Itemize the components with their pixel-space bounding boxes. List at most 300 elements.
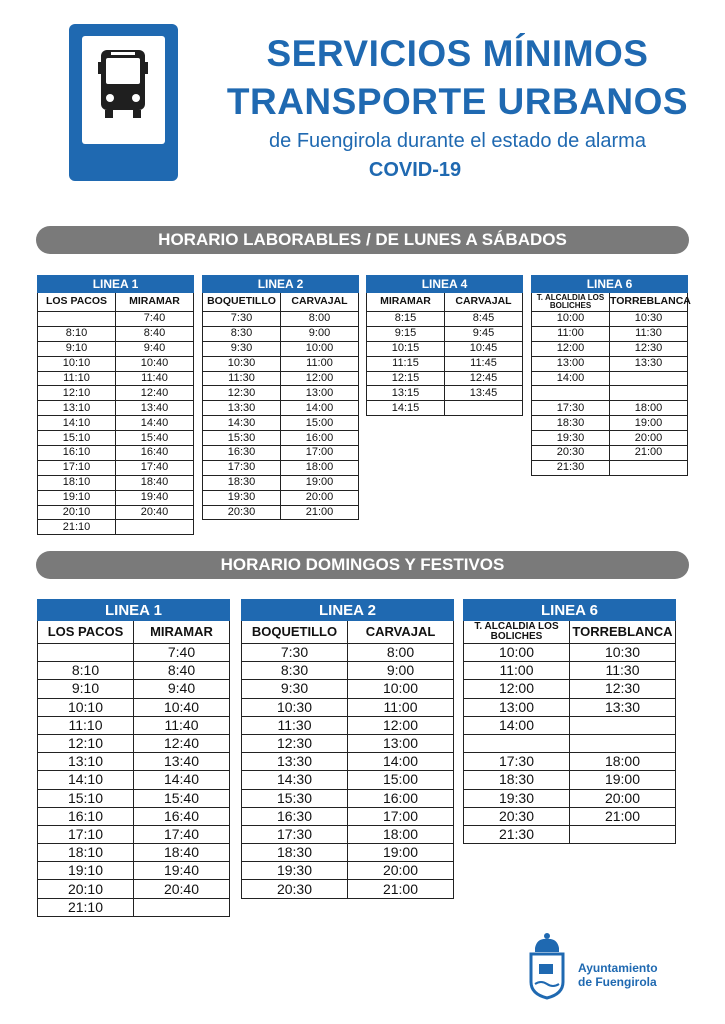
weekday-heading: HORARIO LABORABLES / DE LUNES A SÁBADOS bbox=[36, 226, 689, 254]
time-cell bbox=[445, 401, 523, 416]
table-row bbox=[464, 771, 676, 789]
table-row bbox=[367, 341, 523, 356]
table-row bbox=[464, 662, 676, 680]
table-row bbox=[464, 753, 676, 771]
time-cell: 9:45 bbox=[445, 326, 523, 341]
table-row bbox=[38, 698, 230, 716]
time-cell: 8:30 bbox=[203, 326, 281, 341]
weekday-table-linea-6 bbox=[531, 275, 691, 476]
table-row bbox=[38, 446, 194, 461]
time-cell: 12:30 bbox=[610, 341, 688, 356]
table-row bbox=[242, 644, 454, 662]
line-header: LINEA 6 bbox=[464, 600, 676, 621]
column-header: TORREBLANCA bbox=[570, 621, 676, 644]
time-cell bbox=[570, 716, 676, 734]
table-row bbox=[38, 862, 230, 880]
time-cell: 18:10 bbox=[38, 844, 134, 862]
time-cell: 10:10 bbox=[38, 356, 116, 371]
time-cell: 20:00 bbox=[610, 431, 688, 446]
table-row bbox=[532, 356, 688, 371]
column-header: MIRAMAR bbox=[116, 293, 194, 312]
time-cell: 15:40 bbox=[116, 431, 194, 446]
weekday-table-linea-1 bbox=[37, 275, 194, 535]
time-cell: 11:45 bbox=[445, 356, 523, 371]
time-cell: 15:30 bbox=[242, 789, 348, 807]
table-row bbox=[242, 789, 454, 807]
table-row bbox=[38, 520, 194, 535]
org-name bbox=[578, 961, 658, 989]
time-cell: 18:10 bbox=[38, 475, 116, 490]
time-cell: 13:45 bbox=[445, 386, 523, 401]
time-cell: 19:00 bbox=[281, 475, 359, 490]
time-cell: 9:10 bbox=[38, 680, 134, 698]
table-row bbox=[242, 734, 454, 752]
time-cell: 8:00 bbox=[281, 312, 359, 327]
time-cell: 10:40 bbox=[134, 698, 230, 716]
table-row bbox=[38, 326, 194, 341]
table-row bbox=[242, 680, 454, 698]
table-row bbox=[242, 880, 454, 898]
time-cell: 13:10 bbox=[38, 753, 134, 771]
time-cell: 19:10 bbox=[38, 490, 116, 505]
time-cell: 13:30 bbox=[570, 698, 676, 716]
weekday-table-linea-4 bbox=[366, 275, 523, 416]
time-cell: 11:30 bbox=[203, 371, 281, 386]
time-cell: 18:40 bbox=[134, 844, 230, 862]
time-cell: 10:15 bbox=[367, 341, 445, 356]
time-cell: 10:00 bbox=[532, 312, 610, 327]
table-row bbox=[38, 312, 194, 327]
table-row bbox=[203, 475, 359, 490]
time-cell: 13:15 bbox=[367, 386, 445, 401]
time-cell: 10:00 bbox=[281, 341, 359, 356]
table-row bbox=[203, 312, 359, 327]
time-cell: 19:40 bbox=[134, 862, 230, 880]
column-header: T. ALCALDIA LOS BOLICHES bbox=[532, 293, 610, 312]
time-cell: 11:10 bbox=[38, 716, 134, 734]
time-cell bbox=[38, 312, 116, 327]
table-row bbox=[38, 680, 230, 698]
time-cell: 13:40 bbox=[134, 753, 230, 771]
table-row bbox=[242, 862, 454, 880]
time-cell: 13:40 bbox=[116, 401, 194, 416]
column-header: LOS PACOS bbox=[38, 621, 134, 644]
time-cell: 11:30 bbox=[242, 716, 348, 734]
time-cell: 9:15 bbox=[367, 326, 445, 341]
table-row bbox=[38, 753, 230, 771]
time-cell: 8:40 bbox=[116, 326, 194, 341]
time-cell: 21:10 bbox=[38, 898, 134, 916]
table-row bbox=[532, 386, 688, 401]
column-header: MIRAMAR bbox=[367, 293, 445, 312]
column-header: CARVAJAL bbox=[348, 621, 454, 644]
time-cell: 12:30 bbox=[570, 680, 676, 698]
time-cell: 10:45 bbox=[445, 341, 523, 356]
org-name-line2: de Fuengirola bbox=[578, 975, 657, 989]
table-row bbox=[464, 698, 676, 716]
time-cell: 16:00 bbox=[348, 789, 454, 807]
table-row bbox=[38, 898, 230, 916]
time-cell: 11:40 bbox=[134, 716, 230, 734]
table-row bbox=[38, 475, 194, 490]
table-row bbox=[38, 386, 194, 401]
time-cell: 20:10 bbox=[38, 505, 116, 520]
bus-stop-sign bbox=[69, 24, 178, 181]
time-cell: 11:30 bbox=[570, 662, 676, 680]
time-cell: 17:40 bbox=[116, 460, 194, 475]
covid-tag: COVID-19 bbox=[368, 159, 462, 181]
table-row bbox=[38, 460, 194, 475]
time-cell: 15:40 bbox=[134, 789, 230, 807]
table-row bbox=[367, 371, 523, 386]
time-cell: 21:30 bbox=[464, 825, 570, 843]
time-cell: 18:30 bbox=[203, 475, 281, 490]
table-row bbox=[203, 505, 359, 520]
table-row bbox=[532, 431, 688, 446]
table-row bbox=[38, 662, 230, 680]
time-cell: 10:40 bbox=[116, 356, 194, 371]
time-cell: 18:30 bbox=[532, 416, 610, 431]
table-row bbox=[464, 807, 676, 825]
table-row bbox=[464, 734, 676, 752]
time-cell: 8:15 bbox=[367, 312, 445, 327]
line-header: LINEA 6 bbox=[532, 276, 688, 293]
weekday-table-linea-2 bbox=[202, 275, 359, 520]
line-header: LINEA 2 bbox=[242, 600, 454, 621]
table-row bbox=[38, 716, 230, 734]
line-header: LINEA 4 bbox=[367, 276, 523, 293]
page-subtitle: de Fuengirola durante el estado de alarma bbox=[269, 130, 646, 152]
table-row bbox=[242, 844, 454, 862]
time-cell: 7:40 bbox=[134, 644, 230, 662]
table-row bbox=[38, 431, 194, 446]
time-cell: 11:40 bbox=[116, 371, 194, 386]
time-cell: 21:00 bbox=[570, 807, 676, 825]
table-row bbox=[242, 698, 454, 716]
time-cell: 21:00 bbox=[348, 880, 454, 898]
page-title-line1: SERVICIOS MÍNIMOS bbox=[266, 33, 649, 74]
time-cell: 21:10 bbox=[38, 520, 116, 535]
time-cell: 11:00 bbox=[348, 698, 454, 716]
table-row bbox=[203, 490, 359, 505]
time-cell: 16:00 bbox=[281, 431, 359, 446]
time-cell: 9:00 bbox=[281, 326, 359, 341]
time-cell: 19:00 bbox=[570, 771, 676, 789]
time-cell: 12:00 bbox=[348, 716, 454, 734]
time-cell: 13:00 bbox=[348, 734, 454, 752]
table-row bbox=[464, 825, 676, 843]
line-header: LINEA 1 bbox=[38, 276, 194, 293]
time-cell: 14:30 bbox=[203, 416, 281, 431]
time-cell bbox=[610, 386, 688, 401]
column-header: LOS PACOS bbox=[38, 293, 116, 312]
time-cell: 8:00 bbox=[348, 644, 454, 662]
time-cell: 21:30 bbox=[532, 460, 610, 475]
time-cell: 9:00 bbox=[348, 662, 454, 680]
crest-icon bbox=[527, 930, 567, 1000]
table-row bbox=[367, 386, 523, 401]
table-row bbox=[38, 341, 194, 356]
time-cell: 13:30 bbox=[610, 356, 688, 371]
table-row bbox=[203, 371, 359, 386]
time-cell: 19:10 bbox=[38, 862, 134, 880]
table-row bbox=[38, 880, 230, 898]
time-cell: 8:10 bbox=[38, 326, 116, 341]
time-cell: 19:00 bbox=[610, 416, 688, 431]
time-cell: 14:00 bbox=[532, 371, 610, 386]
time-cell: 21:00 bbox=[281, 505, 359, 520]
time-cell: 12:00 bbox=[281, 371, 359, 386]
table-row bbox=[38, 734, 230, 752]
time-cell: 10:10 bbox=[38, 698, 134, 716]
time-cell: 7:30 bbox=[242, 644, 348, 662]
table-row bbox=[532, 326, 688, 341]
table-row bbox=[38, 505, 194, 520]
time-cell: 13:00 bbox=[532, 356, 610, 371]
table-row bbox=[367, 326, 523, 341]
time-cell: 15:30 bbox=[203, 431, 281, 446]
line-header: LINEA 2 bbox=[203, 276, 359, 293]
table-row bbox=[38, 644, 230, 662]
time-cell: 7:30 bbox=[203, 312, 281, 327]
table-row bbox=[242, 771, 454, 789]
time-cell: 9:40 bbox=[116, 341, 194, 356]
time-cell: 14:10 bbox=[38, 771, 134, 789]
time-cell: 9:30 bbox=[242, 680, 348, 698]
table-row bbox=[203, 401, 359, 416]
time-cell bbox=[116, 520, 194, 535]
org-name-line1: Ayuntamiento bbox=[578, 961, 658, 975]
time-cell: 12:10 bbox=[38, 734, 134, 752]
time-cell: 12:15 bbox=[367, 371, 445, 386]
column-header: BOQUETILLO bbox=[242, 621, 348, 644]
time-cell: 10:00 bbox=[464, 644, 570, 662]
time-cell: 13:00 bbox=[281, 386, 359, 401]
time-cell: 12:45 bbox=[445, 371, 523, 386]
time-cell: 14:40 bbox=[134, 771, 230, 789]
time-cell: 18:40 bbox=[116, 475, 194, 490]
time-cell: 16:10 bbox=[38, 446, 116, 461]
time-cell: 13:10 bbox=[38, 401, 116, 416]
column-header: MIRAMAR bbox=[134, 621, 230, 644]
table-row bbox=[203, 356, 359, 371]
table-row bbox=[203, 416, 359, 431]
time-cell: 15:00 bbox=[281, 416, 359, 431]
time-cell: 20:40 bbox=[134, 880, 230, 898]
table-row bbox=[38, 807, 230, 825]
time-cell: 18:00 bbox=[281, 460, 359, 475]
table-row bbox=[203, 341, 359, 356]
time-cell: 21:00 bbox=[610, 446, 688, 461]
holiday-heading: HORARIO DOMINGOS Y FESTIVOS bbox=[36, 551, 689, 579]
table-row bbox=[242, 807, 454, 825]
table-row bbox=[203, 326, 359, 341]
time-cell: 9:40 bbox=[134, 680, 230, 698]
time-cell: 18:30 bbox=[464, 771, 570, 789]
time-cell: 13:30 bbox=[203, 401, 281, 416]
table-row bbox=[203, 460, 359, 475]
time-cell: 14:30 bbox=[242, 771, 348, 789]
time-cell: 20:10 bbox=[38, 880, 134, 898]
time-cell: 11:15 bbox=[367, 356, 445, 371]
table-row bbox=[38, 490, 194, 505]
time-cell: 14:00 bbox=[281, 401, 359, 416]
time-cell: 8:10 bbox=[38, 662, 134, 680]
time-cell: 13:00 bbox=[464, 698, 570, 716]
time-cell: 11:00 bbox=[532, 326, 610, 341]
time-cell: 18:00 bbox=[610, 401, 688, 416]
time-cell: 12:00 bbox=[532, 341, 610, 356]
time-cell bbox=[38, 644, 134, 662]
table-row bbox=[242, 825, 454, 843]
table-row bbox=[38, 771, 230, 789]
table-row bbox=[38, 825, 230, 843]
time-cell: 11:00 bbox=[281, 356, 359, 371]
time-cell: 17:00 bbox=[281, 446, 359, 461]
table-row bbox=[464, 680, 676, 698]
table-row bbox=[38, 371, 194, 386]
holiday-table-linea-1 bbox=[37, 599, 230, 917]
time-cell: 20:30 bbox=[532, 446, 610, 461]
column-header: CARVAJAL bbox=[281, 293, 359, 312]
time-cell: 19:30 bbox=[532, 431, 610, 446]
line-header: LINEA 1 bbox=[38, 600, 230, 621]
time-cell bbox=[134, 898, 230, 916]
time-cell: 16:10 bbox=[38, 807, 134, 825]
time-cell: 20:30 bbox=[203, 505, 281, 520]
time-cell bbox=[532, 386, 610, 401]
bus-icon bbox=[98, 48, 148, 134]
column-header: TORREBLANCA bbox=[610, 293, 688, 312]
table-row bbox=[203, 446, 359, 461]
page-title-line2: TRANSPORTE URBANOS bbox=[226, 81, 689, 122]
time-cell: 19:30 bbox=[203, 490, 281, 505]
time-cell: 10:00 bbox=[348, 680, 454, 698]
column-header: CARVAJAL bbox=[445, 293, 523, 312]
time-cell: 11:00 bbox=[464, 662, 570, 680]
table-row bbox=[38, 844, 230, 862]
time-cell: 10:30 bbox=[242, 698, 348, 716]
time-cell: 14:00 bbox=[348, 753, 454, 771]
table-row bbox=[532, 416, 688, 431]
time-cell: 17:30 bbox=[203, 460, 281, 475]
time-cell: 16:30 bbox=[203, 446, 281, 461]
column-header: BOQUETILLO bbox=[203, 293, 281, 312]
time-cell: 9:10 bbox=[38, 341, 116, 356]
table-row bbox=[242, 716, 454, 734]
time-cell: 19:30 bbox=[464, 789, 570, 807]
time-cell: 20:00 bbox=[348, 862, 454, 880]
time-cell: 19:40 bbox=[116, 490, 194, 505]
table-row bbox=[38, 401, 194, 416]
time-cell: 20:00 bbox=[570, 789, 676, 807]
time-cell: 14:15 bbox=[367, 401, 445, 416]
time-cell: 14:00 bbox=[464, 716, 570, 734]
time-cell bbox=[570, 734, 676, 752]
table-row bbox=[203, 386, 359, 401]
table-row bbox=[38, 356, 194, 371]
time-cell: 17:30 bbox=[532, 401, 610, 416]
holiday-table-linea-2 bbox=[241, 599, 454, 899]
time-cell: 14:40 bbox=[116, 416, 194, 431]
time-cell: 17:10 bbox=[38, 460, 116, 475]
time-cell: 10:30 bbox=[203, 356, 281, 371]
time-cell: 15:10 bbox=[38, 789, 134, 807]
time-cell: 16:40 bbox=[116, 446, 194, 461]
time-cell: 12:10 bbox=[38, 386, 116, 401]
table-row bbox=[242, 753, 454, 771]
time-cell: 20:00 bbox=[281, 490, 359, 505]
time-cell: 17:00 bbox=[348, 807, 454, 825]
time-cell: 12:00 bbox=[464, 680, 570, 698]
table-row bbox=[532, 446, 688, 461]
time-cell: 15:10 bbox=[38, 431, 116, 446]
table-row bbox=[532, 401, 688, 416]
time-cell: 8:40 bbox=[134, 662, 230, 680]
table-row bbox=[464, 716, 676, 734]
table-row bbox=[464, 644, 676, 662]
table-row bbox=[464, 789, 676, 807]
time-cell: 12:40 bbox=[134, 734, 230, 752]
table-row bbox=[203, 431, 359, 446]
time-cell: 15:00 bbox=[348, 771, 454, 789]
time-cell: 16:30 bbox=[242, 807, 348, 825]
time-cell: 20:30 bbox=[242, 880, 348, 898]
time-cell: 17:10 bbox=[38, 825, 134, 843]
table-row bbox=[367, 312, 523, 327]
time-cell: 11:30 bbox=[610, 326, 688, 341]
time-cell: 20:40 bbox=[116, 505, 194, 520]
time-cell: 10:30 bbox=[610, 312, 688, 327]
time-cell: 9:30 bbox=[203, 341, 281, 356]
column-header: T. ALCALDIA LOS BOLICHES bbox=[464, 621, 570, 644]
time-cell: 14:10 bbox=[38, 416, 116, 431]
time-cell: 19:30 bbox=[242, 862, 348, 880]
table-row bbox=[38, 416, 194, 431]
time-cell bbox=[610, 460, 688, 475]
time-cell: 10:30 bbox=[570, 644, 676, 662]
time-cell bbox=[464, 734, 570, 752]
time-cell bbox=[610, 371, 688, 386]
table-row bbox=[242, 662, 454, 680]
time-cell: 17:30 bbox=[464, 753, 570, 771]
table-row bbox=[532, 460, 688, 475]
time-cell: 19:00 bbox=[348, 844, 454, 862]
table-row bbox=[532, 341, 688, 356]
time-cell bbox=[570, 825, 676, 843]
table-row bbox=[532, 371, 688, 386]
time-cell: 18:00 bbox=[348, 825, 454, 843]
time-cell: 11:10 bbox=[38, 371, 116, 386]
time-cell: 16:40 bbox=[134, 807, 230, 825]
table-row bbox=[532, 312, 688, 327]
time-cell: 20:30 bbox=[464, 807, 570, 825]
time-cell: 17:30 bbox=[242, 825, 348, 843]
time-cell: 12:40 bbox=[116, 386, 194, 401]
time-cell: 7:40 bbox=[116, 312, 194, 327]
time-cell: 8:30 bbox=[242, 662, 348, 680]
time-cell: 12:30 bbox=[203, 386, 281, 401]
time-cell: 12:30 bbox=[242, 734, 348, 752]
time-cell: 17:40 bbox=[134, 825, 230, 843]
table-row bbox=[367, 401, 523, 416]
time-cell: 18:00 bbox=[570, 753, 676, 771]
holiday-table-linea-6 bbox=[463, 599, 676, 844]
time-cell: 8:45 bbox=[445, 312, 523, 327]
time-cell: 18:30 bbox=[242, 844, 348, 862]
time-cell: 13:30 bbox=[242, 753, 348, 771]
table-row bbox=[38, 789, 230, 807]
